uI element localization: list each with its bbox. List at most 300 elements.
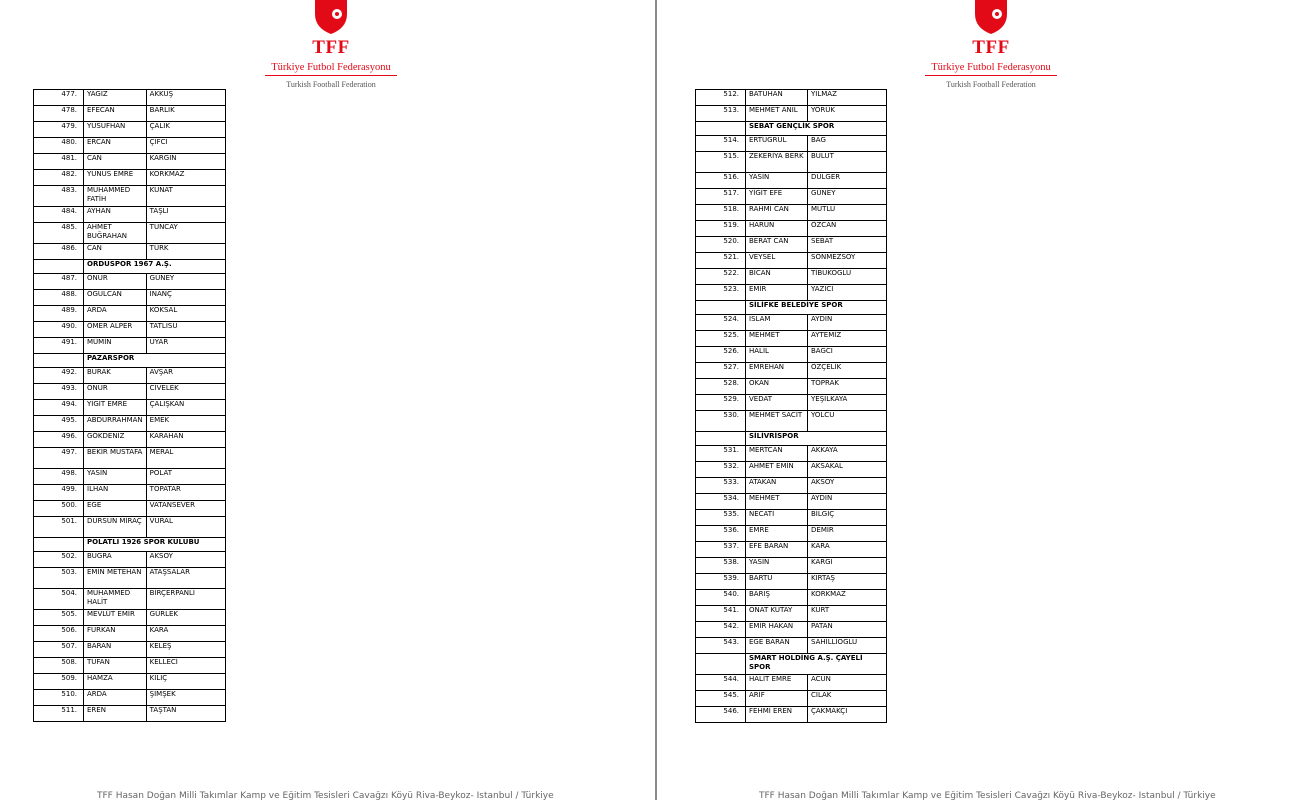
row-number: 507. bbox=[34, 642, 84, 658]
player-last-name: SEBAT bbox=[808, 237, 887, 253]
player-last-name: BAĞ bbox=[808, 136, 887, 152]
player-row bbox=[696, 106, 887, 122]
row-number: 487. bbox=[34, 274, 84, 290]
row-number: 494. bbox=[34, 400, 84, 416]
tff-emblem-icon bbox=[971, 0, 1011, 34]
player-last-name: AKSAKAL bbox=[808, 462, 887, 478]
row-number: 477. bbox=[34, 90, 84, 106]
player-first-name: MEHMET ANIL bbox=[746, 106, 808, 122]
row-number: 490. bbox=[34, 322, 84, 338]
player-last-name: PATAN bbox=[808, 622, 887, 638]
player-row bbox=[34, 674, 226, 690]
row-number-cell bbox=[34, 538, 84, 552]
row-number: 493. bbox=[34, 384, 84, 400]
row-number: 516. bbox=[696, 173, 746, 189]
row-number: 519. bbox=[696, 221, 746, 237]
player-first-name: FEHMİ EREN bbox=[746, 707, 808, 723]
row-number: 541. bbox=[696, 606, 746, 622]
federation-name-tr: Türkiye Futbol Federasyonu bbox=[931, 62, 1051, 73]
player-last-name: GÜNEY bbox=[146, 274, 225, 290]
player-last-name: YILMAZ bbox=[808, 90, 887, 106]
player-first-name: ATAKAN bbox=[746, 478, 808, 494]
player-last-name: KARGI bbox=[808, 558, 887, 574]
player-first-name: ARDA bbox=[84, 306, 147, 322]
row-number: 525. bbox=[696, 331, 746, 347]
row-number: 520. bbox=[696, 237, 746, 253]
player-first-name: MEHMET SACİT bbox=[746, 411, 808, 432]
player-first-name: CAN bbox=[84, 244, 147, 260]
player-first-name: BARTU bbox=[746, 574, 808, 590]
player-row bbox=[34, 626, 226, 642]
club-header-row bbox=[696, 432, 887, 446]
player-last-name: KELLECİ bbox=[146, 658, 225, 674]
player-row bbox=[34, 306, 226, 322]
player-last-name: ÇAKMAKÇI bbox=[808, 707, 887, 723]
player-row bbox=[696, 622, 887, 638]
player-row bbox=[34, 274, 226, 290]
row-number-cell bbox=[696, 122, 746, 136]
logo-divider bbox=[265, 75, 397, 76]
player-last-name: KORKMAZ bbox=[146, 170, 225, 186]
player-first-name: ARDA bbox=[84, 690, 147, 706]
player-first-name: MÜMİN bbox=[84, 338, 147, 354]
row-number: 481. bbox=[34, 154, 84, 170]
player-first-name: YASİN bbox=[746, 558, 808, 574]
row-number: 530. bbox=[696, 411, 746, 432]
tff-abbr: TFF bbox=[972, 37, 1010, 58]
federation-name-en: Turkish Football Federation bbox=[946, 80, 1036, 89]
player-row bbox=[34, 338, 226, 354]
row-number: 517. bbox=[696, 189, 746, 205]
player-first-name: MEHMET bbox=[746, 331, 808, 347]
logo-divider bbox=[925, 75, 1057, 76]
player-first-name: BUĞRA bbox=[84, 552, 147, 568]
player-row bbox=[696, 691, 887, 707]
player-first-name: CAN bbox=[84, 154, 147, 170]
player-first-name: ONUR bbox=[84, 274, 147, 290]
club-name: POLATLI 1926 SPOR KULÜBÜ bbox=[84, 538, 226, 552]
player-row bbox=[696, 707, 887, 723]
player-last-name: BİRÇERPANLI bbox=[146, 589, 225, 610]
player-row bbox=[34, 589, 226, 610]
player-last-name: VATANSEVER bbox=[146, 501, 225, 517]
row-number: 538. bbox=[696, 558, 746, 574]
player-first-name: EMİN METEHAN bbox=[84, 568, 147, 589]
row-number: 502. bbox=[34, 552, 84, 568]
row-number: 536. bbox=[696, 526, 746, 542]
player-row bbox=[696, 285, 887, 301]
player-row bbox=[34, 568, 226, 589]
player-row bbox=[696, 606, 887, 622]
player-row bbox=[696, 462, 887, 478]
row-number-cell bbox=[696, 301, 746, 315]
player-last-name: ŞİMŞEK bbox=[146, 690, 225, 706]
player-last-name: AKSOY bbox=[146, 552, 225, 568]
row-number: 533. bbox=[696, 478, 746, 494]
row-number: 495. bbox=[34, 416, 84, 432]
row-number: 504. bbox=[34, 589, 84, 610]
player-last-name: AKKAYA bbox=[808, 446, 887, 462]
player-first-name: EGE BARAN bbox=[746, 638, 808, 654]
player-row bbox=[34, 138, 226, 154]
player-last-name: AKSOY bbox=[808, 478, 887, 494]
row-number: 540. bbox=[696, 590, 746, 606]
player-row bbox=[34, 448, 226, 469]
row-number: 531. bbox=[696, 446, 746, 462]
player-first-name: EGE bbox=[84, 501, 147, 517]
player-first-name: BURAK bbox=[84, 368, 147, 384]
player-last-name: AVŞAR bbox=[146, 368, 225, 384]
club-name: SİLİVRİSPOR bbox=[746, 432, 887, 446]
player-last-name: ÖZÇELİK bbox=[808, 363, 887, 379]
row-number: 545. bbox=[696, 691, 746, 707]
player-first-name: GÖKDENİZ bbox=[84, 432, 147, 448]
player-last-name: AKKUŞ bbox=[146, 90, 225, 106]
player-row bbox=[34, 186, 226, 207]
row-number: 506. bbox=[34, 626, 84, 642]
player-row bbox=[696, 574, 887, 590]
player-row bbox=[34, 658, 226, 674]
tff-logo bbox=[261, 0, 401, 92]
player-first-name: BİCAN bbox=[746, 269, 808, 285]
player-last-name: SAHİLLİOĞLU bbox=[808, 638, 887, 654]
player-row bbox=[696, 379, 887, 395]
row-number-cell bbox=[696, 654, 746, 675]
row-number: 512. bbox=[696, 90, 746, 106]
player-last-name: TAŞLI bbox=[146, 207, 225, 223]
player-last-name: KUNAT bbox=[146, 186, 225, 207]
player-first-name: YİĞİT EFE bbox=[746, 189, 808, 205]
row-number: 500. bbox=[34, 501, 84, 517]
row-number: 546. bbox=[696, 707, 746, 723]
player-row bbox=[34, 469, 226, 485]
row-number: 518. bbox=[696, 205, 746, 221]
player-row bbox=[34, 432, 226, 448]
player-last-name: BARLIK bbox=[146, 106, 225, 122]
player-first-name: EMİR HAKAN bbox=[746, 622, 808, 638]
player-last-name: UYAR bbox=[146, 338, 225, 354]
row-number: 505. bbox=[34, 610, 84, 626]
document-page-right bbox=[657, 0, 1308, 800]
player-last-name: BAĞCI bbox=[808, 347, 887, 363]
row-number: 488. bbox=[34, 290, 84, 306]
player-last-name: BİLGİÇ bbox=[808, 510, 887, 526]
player-last-name: CİVELEK bbox=[146, 384, 225, 400]
player-first-name: ERCAN bbox=[84, 138, 147, 154]
player-last-name: MERAL bbox=[146, 448, 225, 469]
player-last-name: ÖZCAN bbox=[808, 221, 887, 237]
row-number: 489. bbox=[34, 306, 84, 322]
row-number: 482. bbox=[34, 170, 84, 186]
player-row bbox=[34, 384, 226, 400]
player-first-name: EMİR bbox=[746, 285, 808, 301]
player-first-name: YUNUS EMRE bbox=[84, 170, 147, 186]
player-last-name: GÜNEY bbox=[808, 189, 887, 205]
player-row bbox=[34, 416, 226, 432]
player-row bbox=[696, 253, 887, 269]
player-last-name: CILAK bbox=[808, 691, 887, 707]
player-last-name: ATAŞSALAR bbox=[146, 568, 225, 589]
player-last-name: EMEK bbox=[146, 416, 225, 432]
player-first-name: HAMZA bbox=[84, 674, 147, 690]
player-row bbox=[696, 526, 887, 542]
roster-table-right bbox=[695, 89, 887, 723]
player-last-name: ACUN bbox=[808, 675, 887, 691]
player-first-name: VEYSEL bbox=[746, 253, 808, 269]
player-first-name: AHMET EMİN bbox=[746, 462, 808, 478]
row-number: 496. bbox=[34, 432, 84, 448]
player-row bbox=[34, 170, 226, 186]
player-first-name: İSLAM bbox=[746, 315, 808, 331]
row-number: 509. bbox=[34, 674, 84, 690]
player-last-name: YAZICI bbox=[808, 285, 887, 301]
row-number: 527. bbox=[696, 363, 746, 379]
row-number: 528. bbox=[696, 379, 746, 395]
player-first-name: AHMET BUĞRAHAN bbox=[84, 223, 147, 244]
player-row bbox=[34, 290, 226, 306]
player-first-name: ABDURRAHMAN bbox=[84, 416, 147, 432]
row-number: 532. bbox=[696, 462, 746, 478]
player-last-name: KARA bbox=[808, 542, 887, 558]
player-first-name: BARIŞ bbox=[746, 590, 808, 606]
tff-logo bbox=[921, 0, 1061, 92]
player-last-name: MUTLU bbox=[808, 205, 887, 221]
player-row bbox=[34, 154, 226, 170]
tff-emblem-icon bbox=[311, 0, 351, 34]
club-name: SİLİFKE BELEDİYE SPOR bbox=[746, 301, 887, 315]
row-number: 537. bbox=[696, 542, 746, 558]
page-footer: TFF Hasan Doğan Milli Takımlar Kamp ve Eğitim Tesisleri Cavağzı Köyü Riva-Beykoz- İstanbul / Türkiye bbox=[97, 791, 554, 801]
club-header-row bbox=[34, 354, 226, 368]
player-last-name: ÇİFCİ bbox=[146, 138, 225, 154]
player-last-name: KÖKSAL bbox=[146, 306, 225, 322]
row-number: 515. bbox=[696, 152, 746, 173]
player-last-name: AYTEMİZ bbox=[808, 331, 887, 347]
row-number: 513. bbox=[696, 106, 746, 122]
player-first-name: EFE BARAN bbox=[746, 542, 808, 558]
player-first-name: İLHAN bbox=[84, 485, 147, 501]
club-header-row bbox=[696, 122, 887, 136]
player-first-name: YUSUFHAN bbox=[84, 122, 147, 138]
player-last-name: KARGIN bbox=[146, 154, 225, 170]
row-number: 526. bbox=[696, 347, 746, 363]
club-name: SMART HOLDİNG A.Ş. ÇAYELİ SPOR bbox=[746, 654, 887, 675]
player-row bbox=[696, 237, 887, 253]
player-row bbox=[696, 590, 887, 606]
player-row bbox=[696, 221, 887, 237]
row-number: 483. bbox=[34, 186, 84, 207]
player-first-name: MEVLÜT EMİR bbox=[84, 610, 147, 626]
player-last-name: YOLCU bbox=[808, 411, 887, 432]
player-row bbox=[696, 152, 887, 173]
player-row bbox=[696, 347, 887, 363]
player-row bbox=[34, 207, 226, 223]
player-first-name: BERAT CAN bbox=[746, 237, 808, 253]
player-row bbox=[34, 223, 226, 244]
player-row bbox=[696, 395, 887, 411]
player-row bbox=[696, 363, 887, 379]
player-last-name: KELEŞ bbox=[146, 642, 225, 658]
row-number: 514. bbox=[696, 136, 746, 152]
player-first-name: DURSUN MİRAÇ bbox=[84, 517, 147, 538]
player-row bbox=[34, 90, 226, 106]
player-row bbox=[696, 189, 887, 205]
club-header-row bbox=[696, 654, 887, 675]
player-first-name: EMREHAN bbox=[746, 363, 808, 379]
player-row bbox=[696, 542, 887, 558]
player-last-name: AYDIN bbox=[808, 494, 887, 510]
player-first-name: YASİN bbox=[84, 469, 147, 485]
player-first-name: HALİL bbox=[746, 347, 808, 363]
player-first-name: EFECAN bbox=[84, 106, 147, 122]
player-first-name: OĞULCAN bbox=[84, 290, 147, 306]
row-number: 535. bbox=[696, 510, 746, 526]
player-row bbox=[696, 638, 887, 654]
player-last-name: BULUT bbox=[808, 152, 887, 173]
row-number: 544. bbox=[696, 675, 746, 691]
row-number: 511. bbox=[34, 706, 84, 722]
player-first-name: BEKİR MUSTAFA bbox=[84, 448, 147, 469]
player-first-name: VEDAT bbox=[746, 395, 808, 411]
player-row bbox=[696, 331, 887, 347]
player-row bbox=[696, 315, 887, 331]
row-number: 485. bbox=[34, 223, 84, 244]
player-row bbox=[696, 494, 887, 510]
row-number: 491. bbox=[34, 338, 84, 354]
row-number: 543. bbox=[696, 638, 746, 654]
player-row bbox=[696, 90, 887, 106]
row-number: 492. bbox=[34, 368, 84, 384]
row-number: 497. bbox=[34, 448, 84, 469]
player-last-name: KILIÇ bbox=[146, 674, 225, 690]
row-number-cell bbox=[34, 260, 84, 274]
row-number: 478. bbox=[34, 106, 84, 122]
player-row bbox=[34, 501, 226, 517]
player-first-name: ZEKERİYA BERK bbox=[746, 152, 808, 173]
player-last-name: YÖRÜK bbox=[808, 106, 887, 122]
player-first-name: YAĞIZ bbox=[84, 90, 147, 106]
row-number: 484. bbox=[34, 207, 84, 223]
row-number: 524. bbox=[696, 315, 746, 331]
player-first-name: YASİN bbox=[746, 173, 808, 189]
page-footer: TFF Hasan Doğan Milli Takımlar Kamp ve Eğitim Tesisleri Cavağzı Köyü Riva-Beykoz- İstanbul / Türkiye bbox=[759, 791, 1216, 801]
row-number: 539. bbox=[696, 574, 746, 590]
row-number: 501. bbox=[34, 517, 84, 538]
player-last-name: DEMİR bbox=[808, 526, 887, 542]
player-last-name: TUNCAY bbox=[146, 223, 225, 244]
row-number-cell bbox=[34, 354, 84, 368]
player-first-name: FURKAN bbox=[84, 626, 147, 642]
player-last-name: İNANÇ bbox=[146, 290, 225, 306]
player-row bbox=[696, 558, 887, 574]
player-row bbox=[34, 400, 226, 416]
tff-abbr: TFF bbox=[312, 37, 350, 58]
row-number: 510. bbox=[34, 690, 84, 706]
player-first-name: ERTUĞRUL bbox=[746, 136, 808, 152]
player-last-name: KORKMAZ bbox=[808, 590, 887, 606]
player-row bbox=[696, 478, 887, 494]
row-number: 508. bbox=[34, 658, 84, 674]
player-row bbox=[696, 446, 887, 462]
club-header-row bbox=[34, 260, 226, 274]
player-first-name: MEHMET bbox=[746, 494, 808, 510]
player-row bbox=[34, 122, 226, 138]
row-number: 523. bbox=[696, 285, 746, 301]
club-header-row bbox=[696, 301, 887, 315]
player-first-name: BATUHAN bbox=[746, 90, 808, 106]
player-first-name: EMRE bbox=[746, 526, 808, 542]
player-first-name: MUHAMMED HALİT bbox=[84, 589, 147, 610]
row-number: 534. bbox=[696, 494, 746, 510]
player-first-name: AYHAN bbox=[84, 207, 147, 223]
player-last-name: POLAT bbox=[146, 469, 225, 485]
player-last-name: TAŞTAN bbox=[146, 706, 225, 722]
player-first-name: TUFAN bbox=[84, 658, 147, 674]
player-first-name: EREN bbox=[84, 706, 147, 722]
player-row bbox=[34, 552, 226, 568]
player-row bbox=[34, 485, 226, 501]
club-header-row bbox=[34, 538, 226, 552]
row-number: 503. bbox=[34, 568, 84, 589]
player-row bbox=[34, 690, 226, 706]
row-number: 521. bbox=[696, 253, 746, 269]
federation-name-en: Turkish Football Federation bbox=[286, 80, 376, 89]
row-number: 542. bbox=[696, 622, 746, 638]
federation-name-tr: Türkiye Futbol Federasyonu bbox=[271, 62, 391, 73]
player-row bbox=[696, 173, 887, 189]
player-last-name: VURAL bbox=[146, 517, 225, 538]
club-name: ORDUSPOR 1967 A.Ş. bbox=[84, 260, 226, 274]
player-last-name: ÇALIŞKAN bbox=[146, 400, 225, 416]
player-row bbox=[34, 642, 226, 658]
row-number: 479. bbox=[34, 122, 84, 138]
row-number: 499. bbox=[34, 485, 84, 501]
roster-table-left bbox=[33, 89, 226, 722]
player-first-name: MERTCAN bbox=[746, 446, 808, 462]
player-first-name: BARAN bbox=[84, 642, 147, 658]
player-first-name: YİĞİT EMRE bbox=[84, 400, 147, 416]
player-first-name: OKAN bbox=[746, 379, 808, 395]
player-last-name: TİBUKOĞLU bbox=[808, 269, 887, 285]
player-row bbox=[696, 675, 887, 691]
player-row bbox=[696, 269, 887, 285]
row-number: 522. bbox=[696, 269, 746, 285]
player-row bbox=[34, 322, 226, 338]
row-number: 486. bbox=[34, 244, 84, 260]
player-first-name: HALİT EMRE bbox=[746, 675, 808, 691]
row-number: 480. bbox=[34, 138, 84, 154]
player-row bbox=[696, 205, 887, 221]
player-row bbox=[696, 136, 887, 152]
player-first-name: ONUR bbox=[84, 384, 147, 400]
player-row bbox=[696, 411, 887, 432]
player-last-name: GÜRLEK bbox=[146, 610, 225, 626]
player-last-name: TOPRAK bbox=[808, 379, 887, 395]
player-row bbox=[696, 510, 887, 526]
player-row bbox=[34, 106, 226, 122]
player-last-name: KIRTAŞ bbox=[808, 574, 887, 590]
player-last-name: YEŞİLKAYA bbox=[808, 395, 887, 411]
player-first-name: ARİF bbox=[746, 691, 808, 707]
player-row bbox=[34, 517, 226, 538]
row-number: 529. bbox=[696, 395, 746, 411]
player-last-name: TATLISU bbox=[146, 322, 225, 338]
player-first-name: HARUN bbox=[746, 221, 808, 237]
player-last-name: TOPATAR bbox=[146, 485, 225, 501]
row-number: 498. bbox=[34, 469, 84, 485]
player-first-name: MUHAMMED FATİH bbox=[84, 186, 147, 207]
player-first-name: ONAT KUTAY bbox=[746, 606, 808, 622]
